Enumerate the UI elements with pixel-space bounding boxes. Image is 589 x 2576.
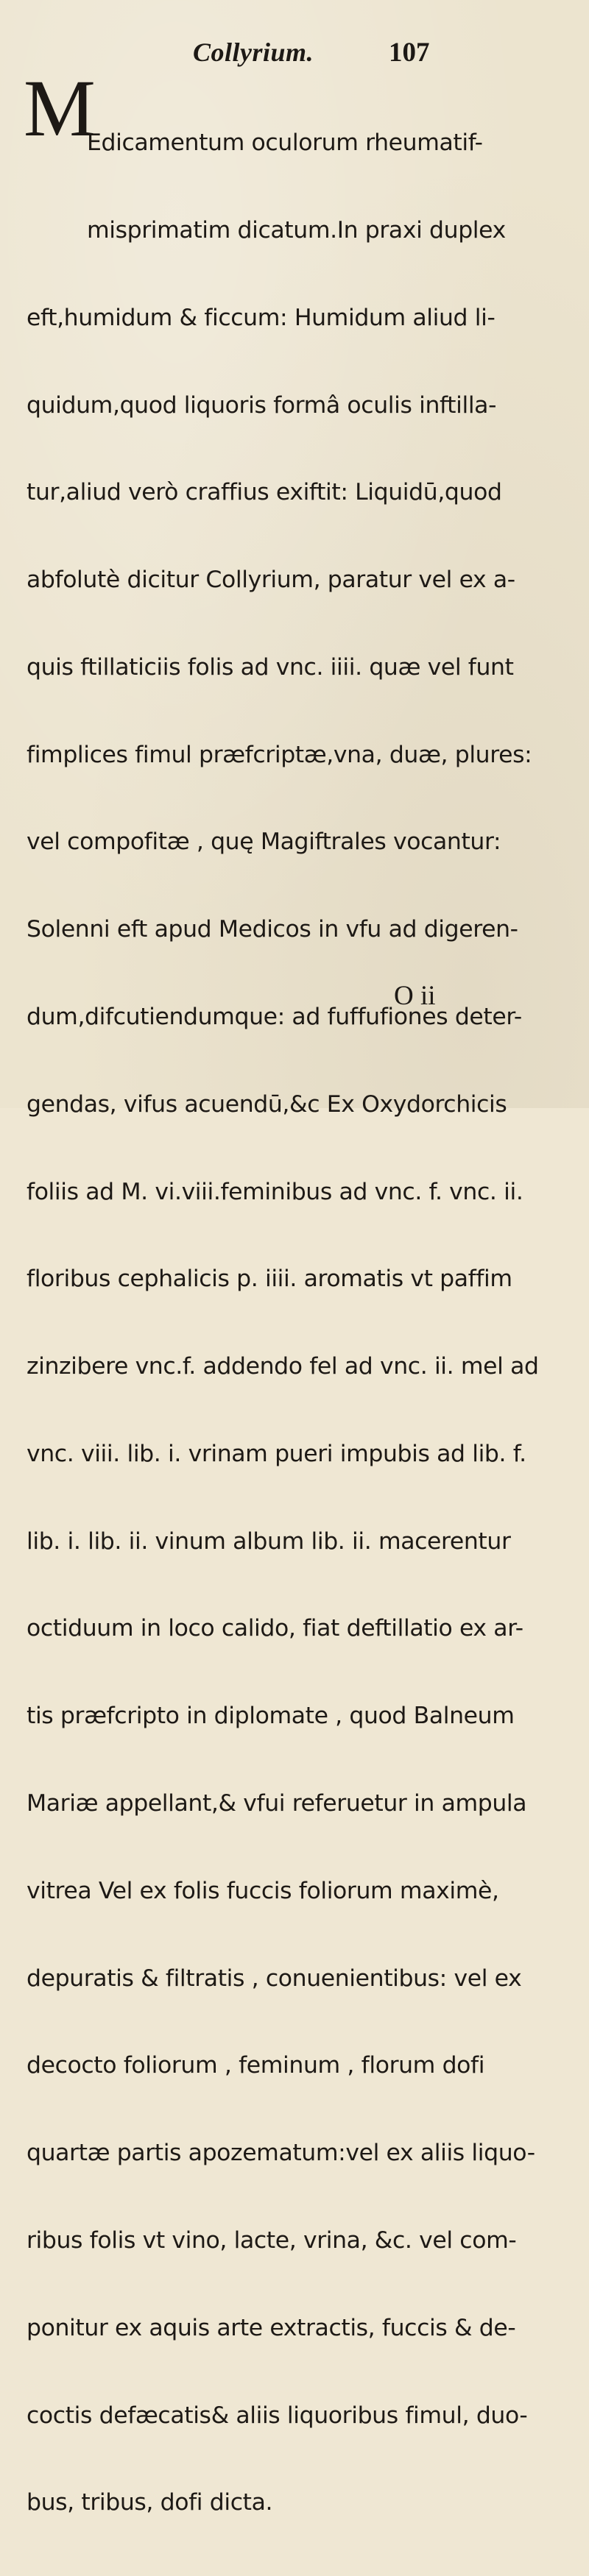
- text-line: lib. i. lib. ii. vinum album lib. ii. macerentur: [27, 1527, 511, 1555]
- text-line: coctis defæcatis& aliis liquoribus fimul, duo-: [27, 2402, 528, 2429]
- text-line: vitrea Vel ex folis fuccis foliorum maximè,: [27, 1877, 499, 1904]
- text-line: Solenni eft apud Medicos in vfu ad digeren-: [27, 916, 518, 943]
- text-line: misprimatim dicatum.In praxi duplex: [87, 216, 506, 244]
- text-line: Mariæ appellant,& vfui referuetur in ampula: [27, 1790, 527, 1817]
- running-title: Collyrium.: [193, 38, 314, 67]
- text-line: Edicamentum oculorum rheumatif-: [87, 129, 483, 157]
- drop-cap: M: [24, 63, 96, 153]
- text-line: eft,humidum & ficcum: Humidum aliud li-: [27, 304, 495, 331]
- text-line: octiduum in loco calido, fiat deftillatio ex ar-: [27, 1615, 523, 1642]
- text-line: dum,difcutiendumque: ad fuffufiones deter-: [27, 1004, 522, 1030]
- text-line: quartæ partis apozematum:vel ex aliis liquo-: [27, 2140, 535, 2167]
- text-line: vel compofitæ , quę Magiftrales vocantur:: [27, 828, 501, 856]
- text-line: tur,aliud verò craffius exiftit: Liquidū,quod: [27, 479, 502, 506]
- text-line: quidum,quod liquoris formâ oculis inftilla-: [27, 391, 497, 419]
- body-text: [27, 71, 571, 2576]
- text-line: bus, tribus, dofi dicta.: [27, 2489, 273, 2516]
- text-line: gendas, vifus acuendū,&c Ex Oxydorchicis: [27, 1090, 507, 1118]
- text-line: decocto foliorum , feminum , florum dofi: [27, 2052, 485, 2079]
- text-line: fimplices fimul præfcriptæ,vna, duæ, plures:: [27, 741, 532, 768]
- page-number: 107: [389, 38, 430, 68]
- text-line: quis ftillaticiis folis ad vnc. iiii. quæ vel funt: [27, 653, 514, 681]
- text-line: depuratis & filtratis , conuenientibus: vel ex: [27, 1965, 522, 1992]
- text-line: ponitur ex aquis arte extractis, fuccis & de-: [27, 2314, 516, 2341]
- text-line: abfolutè dicitur Collyrium, paratur vel ex a-: [27, 567, 515, 594]
- text-line: ribus folis vt vino, lacte, vrina, &c. vel com-: [27, 2226, 517, 2254]
- signature-mark: O ii: [394, 981, 436, 1011]
- text-line: tis præfcripto in diplomate , quod Balneum: [27, 1703, 515, 1730]
- text-line: foliis ad M. vi.viii.feminibus ad vnc. f. vnc. ii.: [27, 1178, 523, 1205]
- text-line: zinzibere vnc.f. addendo fel ad vnc. ii. mel ad: [27, 1353, 539, 1380]
- text-line: vnc. viii. lib. i. vrinam pueri impubis ad lib. f.: [27, 1440, 526, 1467]
- text-line: floribus cephalicis p. iiii. aromatis vt paffim: [27, 1266, 512, 1293]
